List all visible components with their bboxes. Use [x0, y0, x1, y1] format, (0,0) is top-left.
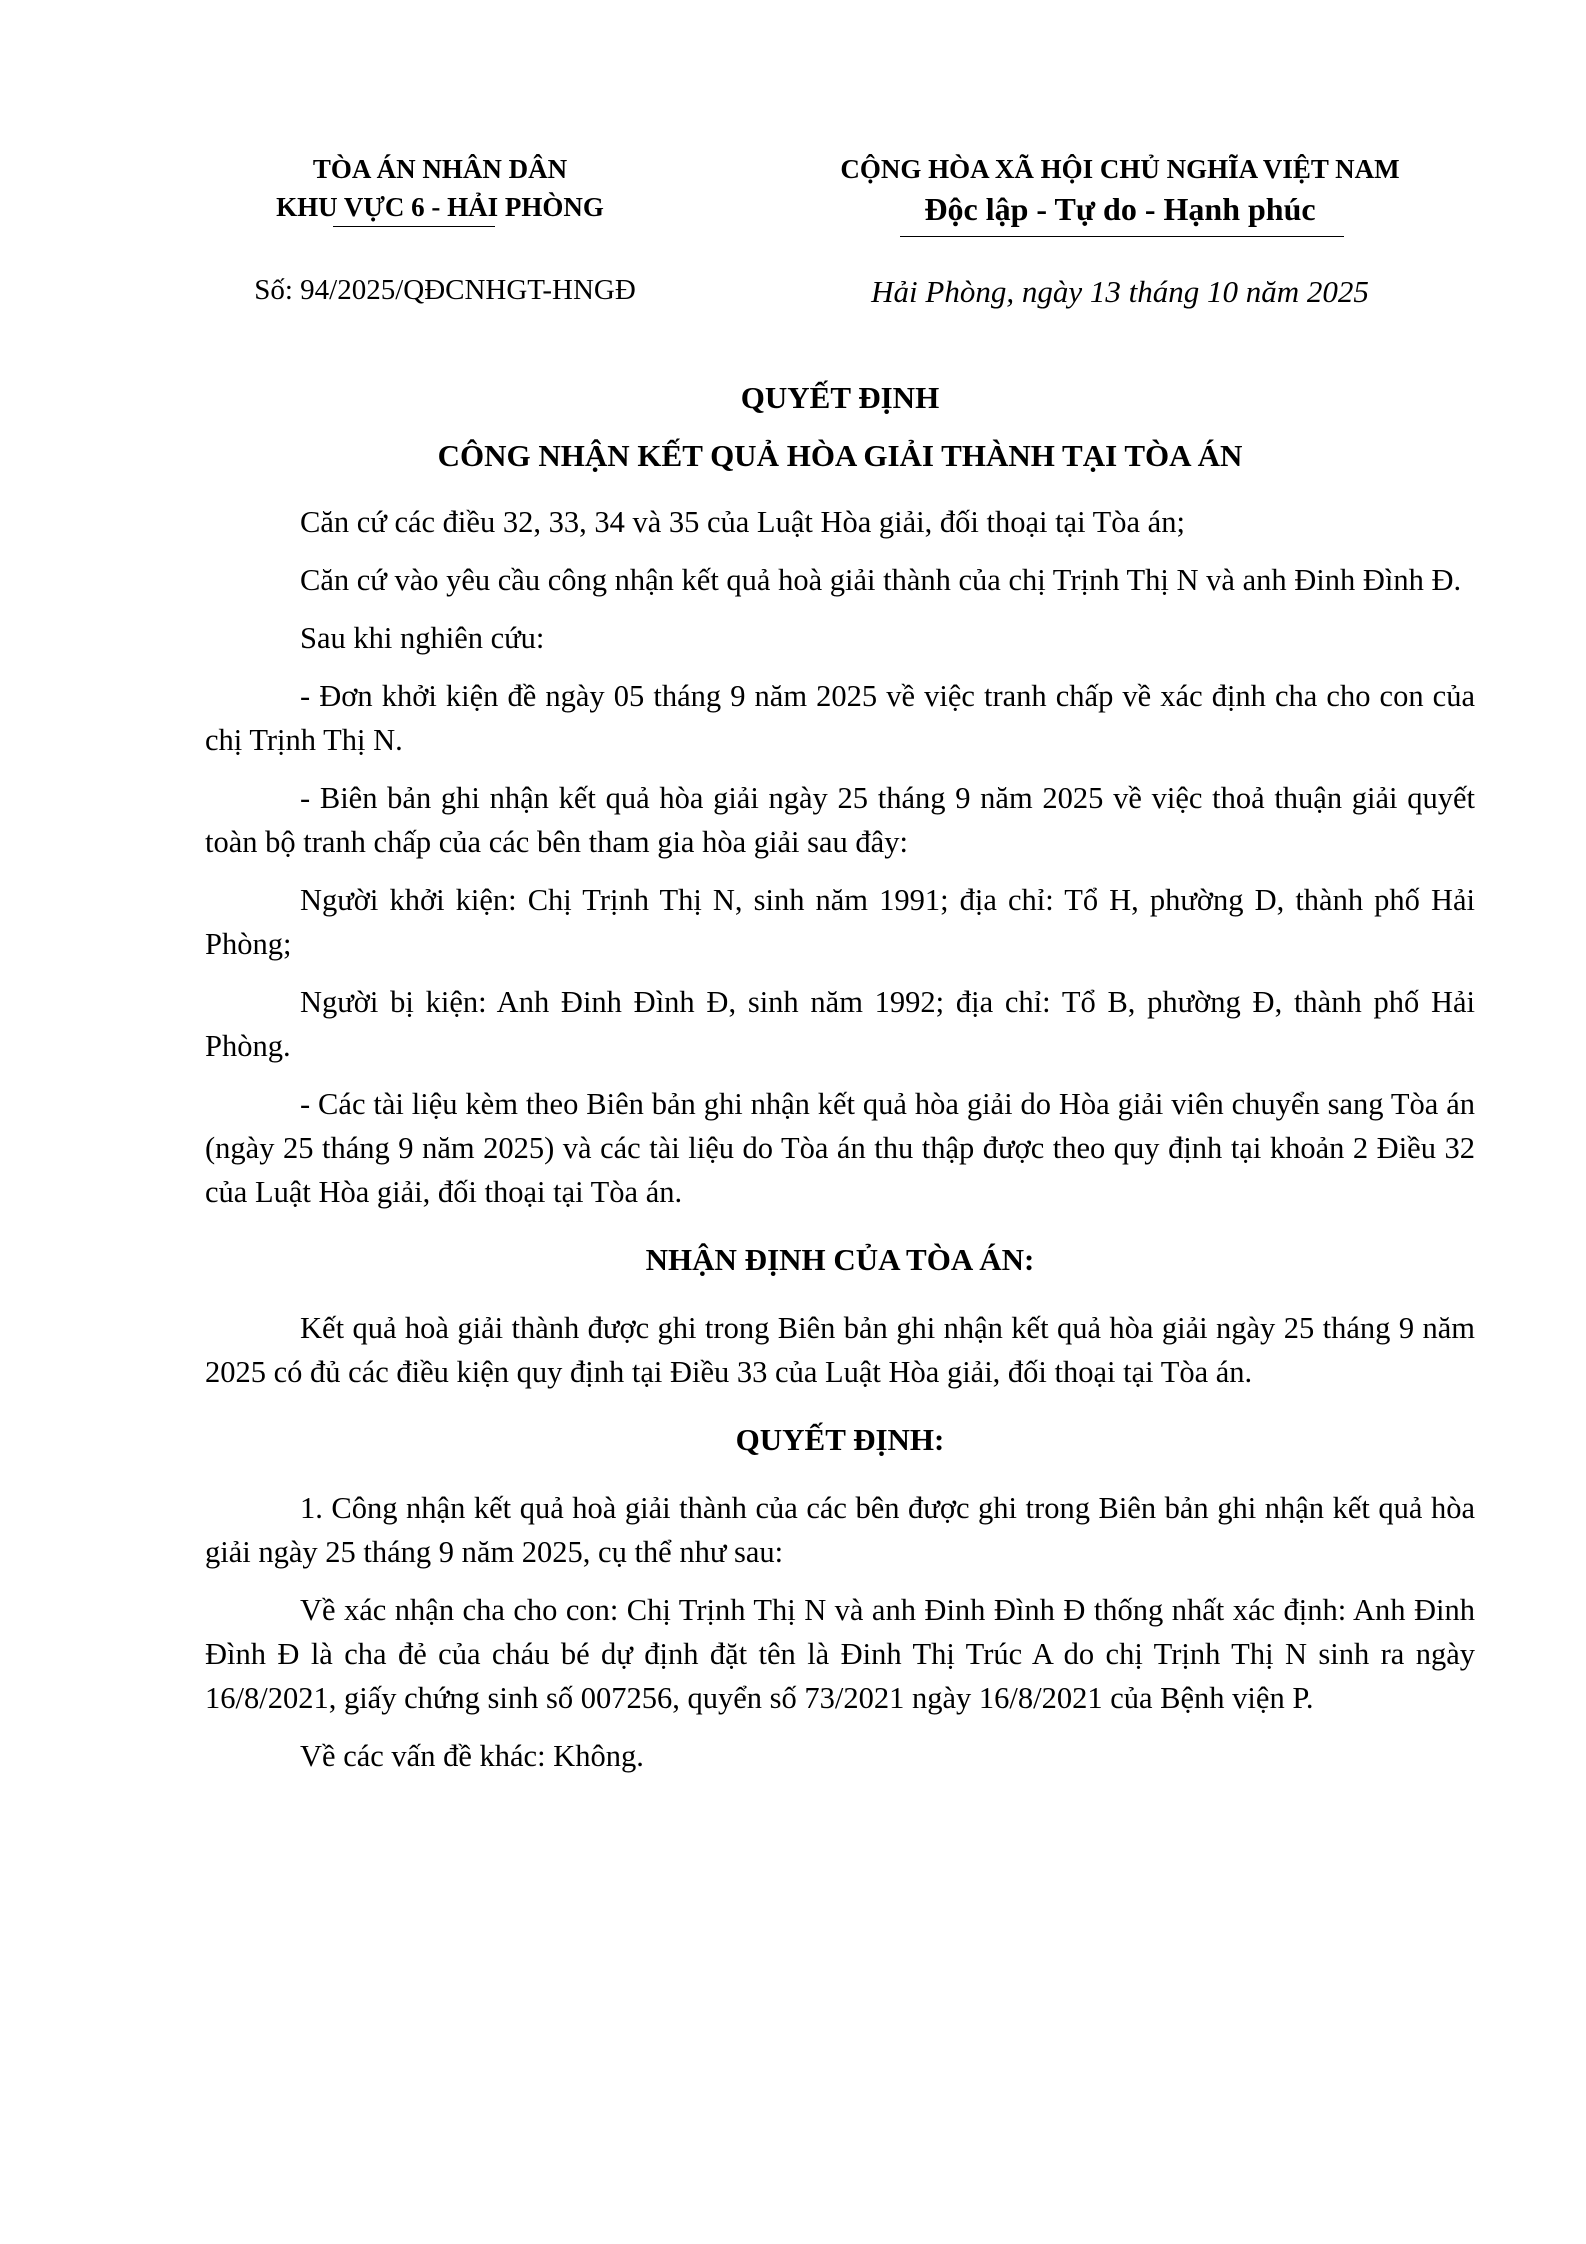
- decision-heading: QUYẾT ĐỊNH:: [735, 1422, 945, 1457]
- decision-paragraph: Về xác nhận cha cho con: Chị Trịnh Thị N và anh Đinh Đình Đ thống nhất xác định: Anh Đinh Đình Đ là cha đẻ của cháu bé dự định đặt tên là Đinh Thị Trúc A do chị Trịnh Thị N sinh ra ngày 16/8/2021, giấy chứng sinh số 007256, quyển số 73/2021 ngày 16/8/2021 của Bệnh viện P.: [205, 1593, 1475, 1715]
- decision-paragraph: 1. Công nhận kết quả hoà giải thành của các bên được ghi trong Biên bản ghi nhận kết quả hòa giải ngày 25 tháng 9 năm 2025, cụ thể như sau:: [205, 1491, 1475, 1569]
- document-title: QUYẾT ĐỊNH: [740, 380, 940, 415]
- preamble-paragraph: Người khởi kiện: Chị Trịnh Thị N, sinh năm 1991; địa chỉ: Tổ H, phường D, thành phố Hải Phòng;: [205, 883, 1475, 961]
- preamble-paragraph: Căn cứ vào yêu cầu công nhận kết quả hoà giải thành của chị Trịnh Thị N và anh Đinh Đình Đ.: [300, 563, 1462, 597]
- document-number: Số: 94/2025/QĐCNHGT-HNGĐ: [254, 274, 636, 306]
- national-motto: Độc lập - Tự do - Hạnh phúc: [924, 191, 1316, 227]
- preamble-paragraph: Căn cứ các điều 32, 33, 34 và 35 của Luật Hòa giải, đối thoại tại Tòa án;: [300, 505, 1185, 539]
- document-body: [205, 500, 1475, 1792]
- court-region: KHU VỰC 6 - HẢI PHÒNG: [276, 192, 604, 222]
- preamble-paragraph: - Biên bản ghi nhận kết quả hòa giải ngày 25 tháng 9 năm 2025 về việc thoả thuận giải quyết toàn bộ tranh chấp của các bên tham gia hòa giải sau đây:: [205, 781, 1475, 859]
- preamble-paragraph: Sau khi nghiên cứu:: [300, 621, 545, 655]
- preamble-paragraph: - Đơn khởi kiện đề ngày 05 tháng 9 năm 2025 về việc tranh chấp về xác định cha cho con của chị Trịnh Thị N.: [205, 679, 1475, 757]
- court-name: TÒA ÁN NHÂN DÂN: [312, 154, 568, 184]
- court-header-underline: [333, 226, 495, 227]
- national-name: CỘNG HÒA XÃ HỘI CHỦ NGHĨA VIỆT NAM: [840, 154, 1400, 184]
- findings-heading: NHẬN ĐỊNH CỦA TÒA ÁN:: [645, 1242, 1035, 1277]
- preamble-paragraph: Người bị kiện: Anh Đinh Đình Đ, sinh năm 1992; địa chỉ: Tổ B, phường Đ, thành phố Hải Phòng.: [205, 985, 1475, 1063]
- preamble-paragraph: - Các tài liệu kèm theo Biên bản ghi nhận kết quả hòa giải do Hòa giải viên chuyển sang Tòa án (ngày 25 tháng 9 năm 2025) và các tài liệu do Tòa án thu thập được theo quy định tại khoản 2 Điều 32 của Luật Hòa giải, đối thoại tại Tòa án.: [205, 1087, 1475, 1209]
- court-header: [220, 150, 660, 226]
- decision-paragraph: Về các vấn đề khác: Không.: [300, 1739, 644, 1773]
- national-header: [760, 150, 1480, 230]
- document-subtitle: CÔNG NHẬN KẾT QUẢ HÒA GIẢI THÀNH TẠI TÒA ÁN: [437, 438, 1243, 473]
- motto-underline: [900, 236, 1344, 237]
- place-date: Hải Phòng, ngày 13 tháng 10 năm 2025: [871, 274, 1369, 309]
- findings-paragraph: Kết quả hoà giải thành được ghi trong Biên bản ghi nhận kết quả hòa giải ngày 25 tháng 9 năm 2025 có đủ các điều kiện quy định tại Điều 33 của Luật Hòa giải, đối thoại tại Tòa án.: [205, 1311, 1475, 1389]
